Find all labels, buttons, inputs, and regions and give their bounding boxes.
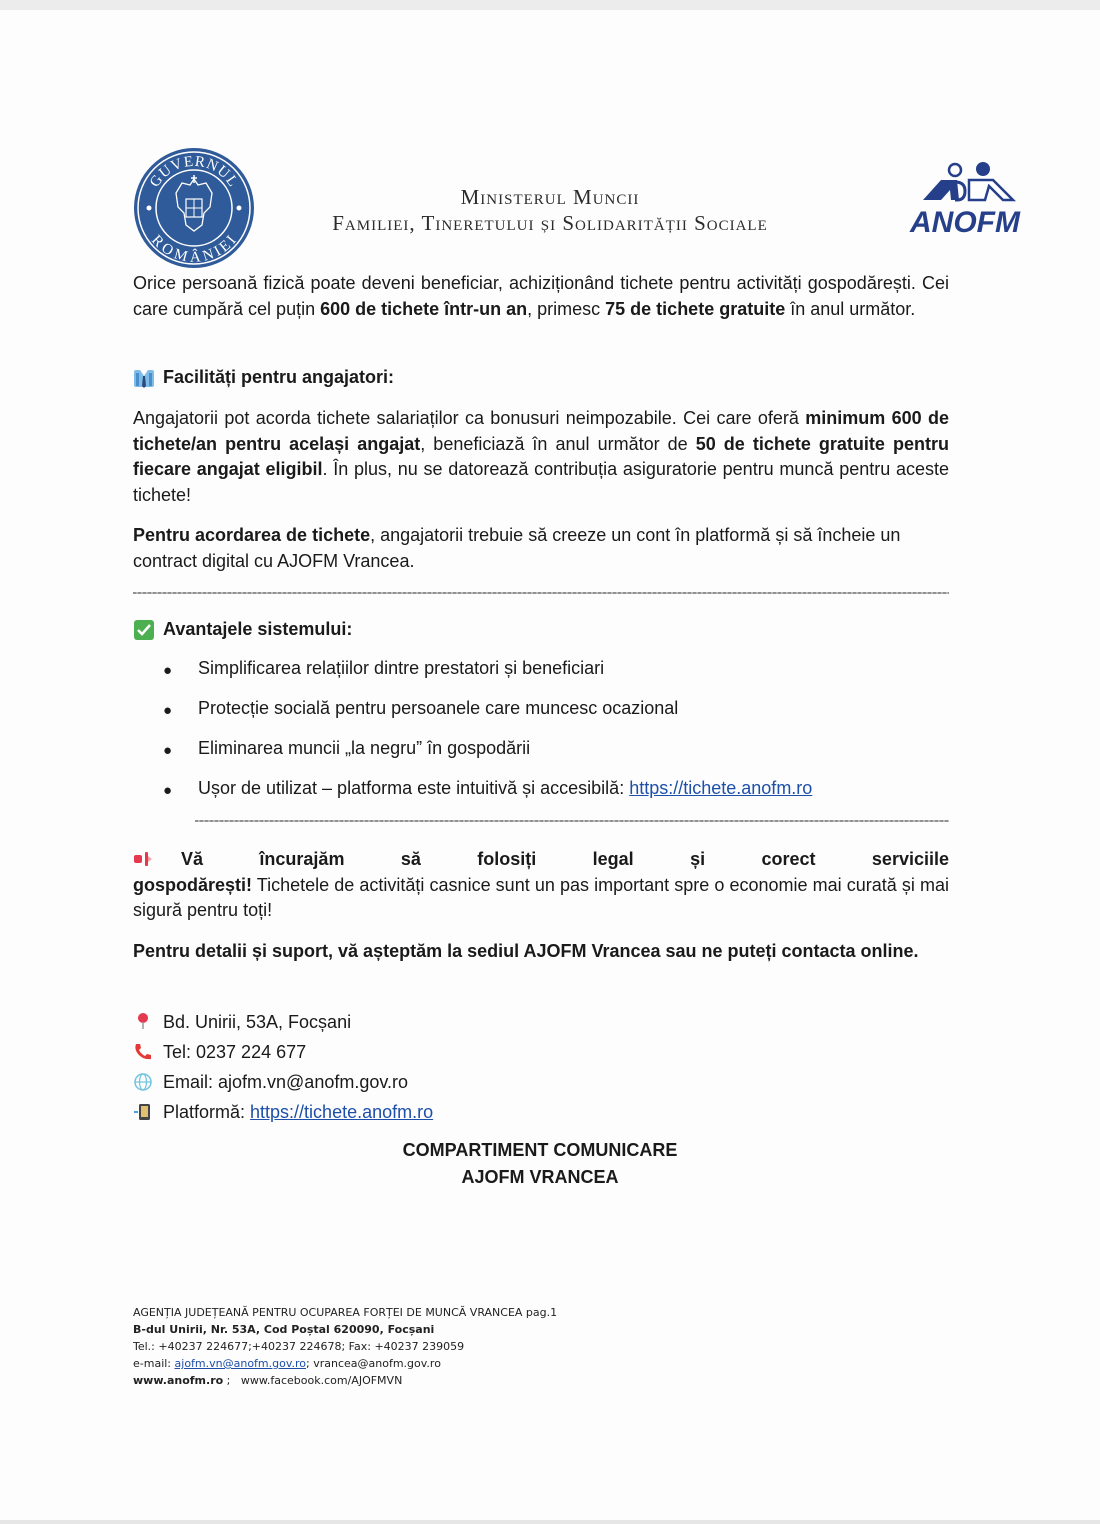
contact-email: Email: ajofm.vn@anofm.gov.ro [133,1067,433,1097]
bullet-icon: ● [163,662,173,679]
signature: COMPARTIMENT COMUNICARE AJOFM VRANCEA [402,1140,678,1187]
employers-paragraph-1: Angajatorii pot acorda tichete salariaților ca bonusuri neimpozabile. Cei care oferă minimum 600 de tichete/an pentru același angajat, beneficiază în anul următor de 50 de tichete gratuite pentru fiecare angajat eligibil. În plus, nu se datorează contribuția asiguratorie pentru muncă pentru aceste tichete! [133,408,949,505]
check-box-icon [133,620,155,640]
location-pin-icon [133,1012,153,1032]
list-item: ● Ușor de utilizat – platforma este intuitivă și accesibilă: https://tichete.anofm.ro [160,778,812,818]
contact-address: Bd. Unirii, 53A, Focșani [133,1007,433,1037]
contact-list [133,1007,433,1127]
bullet-icon: ● [163,742,173,759]
footer-agency: AGENȚIA JUDEȚEANĂ PENTRU OCUPAREA FORȚEI DE MUNCĂ VRANCEA pag.1 [133,1306,558,1319]
contact-phone: Tel: 0237 224 677 [133,1037,433,1067]
bullet-icon: ● [163,782,173,799]
anofm-logo [893,160,1038,238]
top-edge [0,0,1100,10]
encourage-paragraph: Vă încurajăm să folosiți legal și corect serviciile gospodărești! Tichetele de activități casnice sunt un pas important spre o economie mai curată și mai sigură pentru toți! [133,849,949,920]
svg-text:GUVERNUL: GUVERNUL [146,153,242,191]
footer-phone: Tel.: +40237 224677;+40237 224678; Fax: +40237 239059 [133,1340,465,1353]
svg-text:ANOFM: ANOFM [910,206,1020,238]
advantages-list [160,658,812,818]
government-of-romania-seal-logo [133,147,255,269]
bullet-icon: ● [163,702,173,719]
platform-link[interactable]: https://tichete.anofm.ro [629,778,813,798]
mobile-phone-icon [133,1102,153,1122]
footer-web: www.anofm.ro ; www.facebook.com/AJOFMVN [133,1374,403,1387]
list-item: ● Eliminarea muncii „la negru” în gospodării [160,738,812,778]
ministry-title-line2: Familiei, Tineretului și Solidarității Sociale [332,211,768,235]
advantages-section-heading [133,617,949,643]
employers-section-heading [133,365,949,391]
phone-icon [133,1042,153,1062]
footer-email-link[interactable]: ajofm.vn@anofm.gov.ro [174,1357,307,1370]
footer-email: e-mail: ajofm.vn@anofm.gov.ro; vrancea@anofm.gov.ro [133,1357,441,1370]
employers-title: Facilități pentru angajatori: [163,367,395,387]
platform-link[interactable]: https://tichete.anofm.ro [250,1101,434,1122]
support-paragraph: Pentru detalii și suport, vă așteptăm la sediul AJOFM Vrancea sau ne puteți contacta online. [133,941,919,961]
divider [195,820,949,822]
ministry-title-line1: Ministerul Muncii [460,185,640,209]
bottom-edge [0,1520,1100,1524]
ministry-title [270,184,830,236]
document-footer [133,1304,557,1389]
divider [133,592,949,594]
business-suit-icon [133,368,155,388]
list-item: ● Protecție socială pentru persoanele care muncesc ocazional [160,698,812,738]
footer-address: B-dul Unirii, Nr. 53A, Cod Poștal 620090, Focșani [133,1323,435,1336]
globe-icon [133,1072,153,1092]
advantages-title: Avantajele sistemului: [163,619,353,639]
contact-platform: Platformă: https://tichete.anofm.ro [133,1097,433,1127]
svg-text:ROMÂNIEI: ROMÂNIEI [148,232,241,266]
megaphone-icon [133,851,153,867]
employers-paragraph-2: Pentru acordarea de tichete, angajatorii trebuie să creeze un cont în platformă și să încheie un contract digital cu AJOFM Vrancea. [133,525,901,571]
intro-paragraph: Orice persoană fizică poate deveni beneficiar, achiziționând tichete pentru activități gospodărești. Cei care cumpără cel puțin 600 de tichete într-un an, primesc 75 de tichete gratuite în anul următor. [133,273,949,319]
list-item: ● Simplificarea relațiilor dintre prestatori și beneficiari [160,658,812,698]
